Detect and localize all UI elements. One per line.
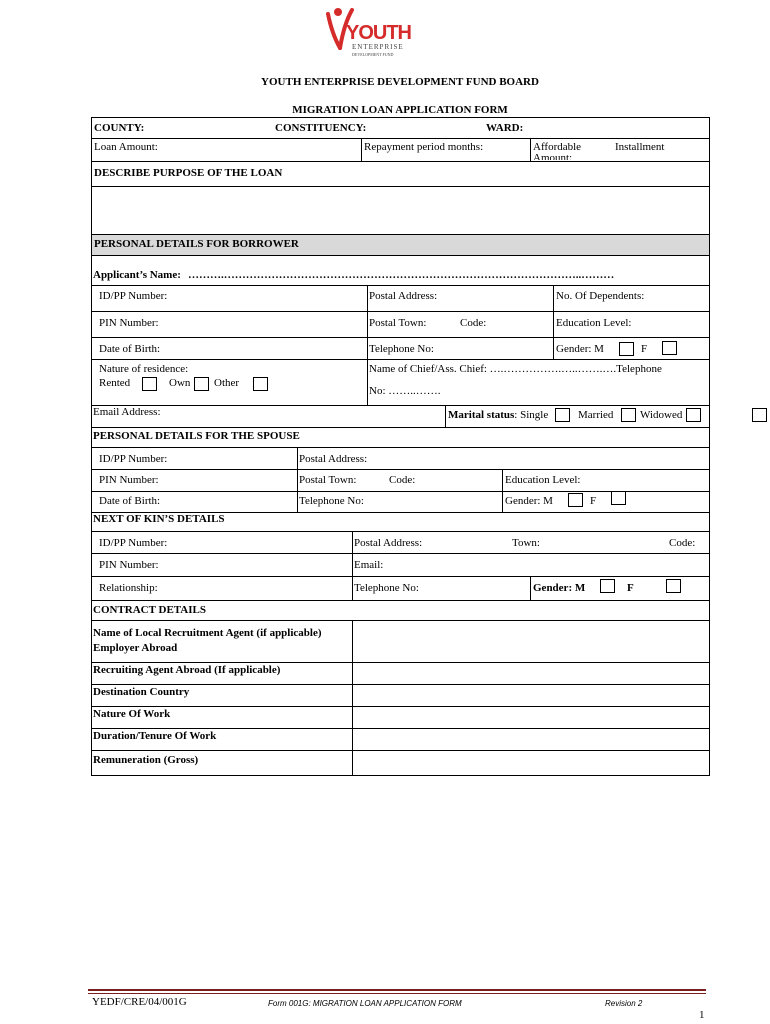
borrower-telephone-label: Telephone No: xyxy=(369,343,434,355)
footer-rule-thin xyxy=(88,993,706,994)
contract-row-nature: Nature Of Work xyxy=(93,708,171,720)
spouse-dob-label: Date of Birth: xyxy=(99,495,161,507)
footer-form-name: Form 001G: MIGRATION LOAN APPLICATION FORM xyxy=(268,999,462,1008)
amount-label: Amount: xyxy=(533,152,573,160)
spouse-id-label: ID/PP Number: xyxy=(99,453,168,465)
kin-postal-address-label: Postal Address: xyxy=(354,537,423,549)
borrower-email-label: Email Address: xyxy=(93,406,161,418)
kin-id-label: ID/PP Number: xyxy=(99,537,168,549)
footer-rule xyxy=(88,989,706,991)
loan-amount-label: Loan Amount: xyxy=(94,141,158,153)
kin-code-label: Code: xyxy=(669,537,696,549)
contract-row-duration: Duration/Tenure Of Work xyxy=(93,730,217,742)
county-label: COUNTY: xyxy=(94,122,145,134)
married-checkbox[interactable] xyxy=(621,408,636,422)
spouse-education-label: Education Level: xyxy=(505,474,581,486)
borrower-chief-label: Name of Chief/Ass. Chief: ….…………….…..…….….Telephone xyxy=(369,363,662,375)
kin-relationship-label: Relationship: xyxy=(99,582,158,594)
footer-code: YEDF/CRE/04/001G xyxy=(92,996,187,1008)
kin-town-label: Town: xyxy=(512,537,540,549)
applicant-name-label: Applicant’s Name: xyxy=(93,269,181,281)
logo-sub2: DEVELOPMENT FUND xyxy=(352,52,394,57)
spouse-gender-f-label: F xyxy=(590,495,597,507)
single-checkbox[interactable] xyxy=(555,408,570,422)
marital-status-label: Marital status xyxy=(448,409,515,421)
spouse-gender-m-label: Gender: M xyxy=(505,495,553,507)
married-label: Married xyxy=(578,409,614,421)
marital-status-group xyxy=(448,409,548,421)
borrower-gender-m-checkbox[interactable] xyxy=(619,342,634,356)
logo-word: YOUTH xyxy=(346,22,411,44)
borrower-gender-f-checkbox[interactable] xyxy=(662,341,677,355)
single-label: : Single xyxy=(514,409,549,421)
footer-revision: Revision 2 xyxy=(605,999,643,1008)
kin-pin-label: PIN Number: xyxy=(99,559,159,571)
constituency-label: CONSTITUENCY: xyxy=(275,122,367,134)
borrower-chief-no-label: No: ……..……. xyxy=(369,385,441,397)
borrower-pin-label: PIN Number: xyxy=(99,317,159,329)
ward-label: WARD: xyxy=(486,122,524,134)
contract-row-remuneration: Remuneration (Gross) xyxy=(93,754,199,766)
kin-email-label: Email: xyxy=(354,559,384,571)
borrower-residence-label: Nature of residence: xyxy=(99,363,189,375)
borrower-id-label: ID/PP Number: xyxy=(99,290,168,302)
borrower-heading: PERSONAL DETAILS FOR BORROWER xyxy=(94,238,299,250)
contract-row-local-agent: Name of Local Recruitment Agent (if applicable) xyxy=(93,627,322,639)
logo xyxy=(318,4,414,60)
kin-gender-m-label: Gender: M xyxy=(533,582,586,594)
own-checkbox[interactable] xyxy=(194,377,209,391)
rented-checkbox[interactable] xyxy=(142,377,157,391)
installment-label: Installment xyxy=(615,141,665,153)
borrower-postal-town-label: Postal Town: xyxy=(369,317,427,329)
spouse-gender-m-checkbox[interactable] xyxy=(568,493,583,507)
borrower-dependents-label: No. Of Dependents: xyxy=(556,290,645,302)
extra-checkbox[interactable] xyxy=(752,408,767,422)
kin-gender-f-checkbox[interactable] xyxy=(666,579,681,593)
spouse-telephone-label: Telephone No: xyxy=(299,495,364,507)
spouse-pin-label: PIN Number: xyxy=(99,474,159,486)
kin-telephone-label: Telephone No: xyxy=(354,582,419,594)
kin-gender-m-checkbox[interactable] xyxy=(600,579,615,593)
widowed-label: Widowed xyxy=(640,409,683,421)
borrower-other-label: Other xyxy=(214,377,240,389)
spouse-postal-town-label: Postal Town: xyxy=(299,474,357,486)
spouse-code-label: Code: xyxy=(389,474,416,486)
repayment-label: Repayment period months: xyxy=(364,141,484,153)
borrower-code-label: Code: xyxy=(460,317,487,329)
spouse-gender-f-checkbox[interactable] xyxy=(611,491,626,505)
other-checkbox[interactable] xyxy=(253,377,268,391)
borrower-gender-f-label: F xyxy=(641,343,648,355)
contract-row-employer: Employer Abroad xyxy=(93,642,178,654)
purpose-heading: DESCRIBE PURPOSE OF THE LOAN xyxy=(94,167,283,179)
borrower-own-label: Own xyxy=(169,377,191,389)
spouse-postal-address-label: Postal Address: xyxy=(299,453,368,465)
widowed-checkbox[interactable] xyxy=(686,408,701,422)
org-title: YOUTH ENTERPRISE DEVELOPMENT FUND BOARD xyxy=(261,76,539,88)
form-title: MIGRATION LOAN APPLICATION FORM xyxy=(292,104,508,116)
borrower-education-label: Education Level: xyxy=(556,317,632,329)
contract-row-recruiting-agent: Recruiting Agent Abroad (If applicable) xyxy=(93,664,281,676)
page-number: 1 xyxy=(699,1009,705,1021)
spouse-heading: PERSONAL DETAILS FOR THE SPOUSE xyxy=(93,430,300,442)
kin-gender-f-label: F xyxy=(627,582,634,594)
logo-sub: ENTERPRISE xyxy=(352,43,404,51)
borrower-postal-address-label: Postal Address: xyxy=(369,290,438,302)
borrower-gender-m-label: Gender: M xyxy=(556,343,604,355)
contract-row-destination: Destination Country xyxy=(93,686,190,698)
applicant-name-dots[interactable]: ……….……………………………………………………………………………………..……… xyxy=(188,269,615,281)
affordable-label: Affordable xyxy=(533,141,582,153)
purpose-field[interactable] xyxy=(92,187,709,233)
borrower-rented-label: Rented xyxy=(99,377,131,389)
kin-heading: NEXT OF KIN’S DETAILS xyxy=(93,513,225,525)
borrower-dob-label: Date of Birth: xyxy=(99,343,161,355)
contract-heading: CONTRACT DETAILS xyxy=(93,604,206,616)
